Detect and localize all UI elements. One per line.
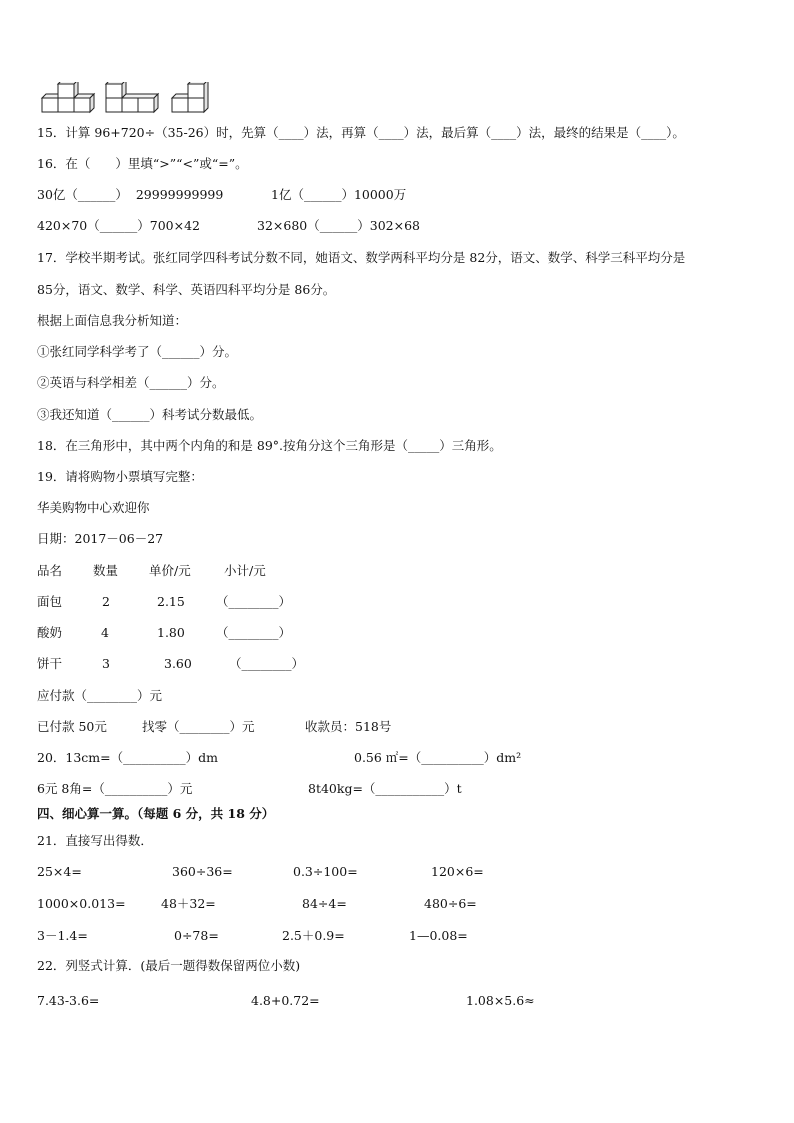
q20-item-2: 0.56 ㎡=（__________）dm² <box>354 750 522 765</box>
calc-3: 0.3÷100= <box>293 864 358 879</box>
cube-figures <box>40 82 220 116</box>
q20-item-4: 8t40kg=（___________）t <box>308 781 462 796</box>
q17-item-1: ①张红同学科学考了（______）分。 <box>37 344 238 359</box>
q17-text-1: 17．学校半期考试。张红同学四科考试分数不同，她语文、数学两科平均分是 82分，语文、数学、科学三科平均分是 <box>37 250 686 265</box>
q19-text: 19．请将购物小票填写完整： <box>37 469 203 484</box>
calc-4: 120×6= <box>431 864 484 879</box>
receipt-row-3-name: 饼干 <box>37 656 63 671</box>
receipt-row-1-qty: 2 <box>102 594 110 609</box>
receipt-row-3-subtotal: （________） <box>229 656 305 671</box>
vertical-calc-1: 7.43-3.6= <box>37 993 100 1008</box>
calc-10: 0÷78= <box>174 928 219 943</box>
q16-item-b2: 32×680（______）302×68 <box>257 218 420 233</box>
vertical-calc-3: 1.08×5.6≈ <box>466 993 535 1008</box>
q17-text-3: 根据上面信息我分析知道： <box>37 313 188 328</box>
q15-text: 15．计算 96+720÷（35-26）时，先算（____）法，再算（____）法，最后算（____）法，最终的结果是（____）。 <box>37 125 685 140</box>
receipt-row-1-price: 2.15 <box>157 594 185 609</box>
q17-item-2: ②英语与科学相差（______）分。 <box>37 375 225 390</box>
receipt-cashier: 收款员：518号 <box>305 719 392 734</box>
receipt-row-3-qty: 3 <box>102 656 110 671</box>
q20-item-3: 6元 8角=（__________）元 <box>37 781 193 796</box>
q16-item-a2: 1亿（______）10000万 <box>271 187 407 202</box>
q18-text: 18．在三角形中，其中两个内角的和是 89°.按角分这个三角形是（_____）三角形。 <box>37 438 502 453</box>
receipt-row-1-subtotal: （________） <box>216 594 292 609</box>
calc-1: 25×4= <box>37 864 82 879</box>
section-4-heading: 四、细心算一算。（每题 6 分，共 18 分） <box>37 806 275 821</box>
calc-7: 84÷4= <box>302 896 347 911</box>
receipt-row-2-qty: 4 <box>101 625 109 640</box>
calc-9: 3－1.4= <box>37 928 88 943</box>
calc-6: 48＋32= <box>161 896 216 911</box>
receipt-header-qty: 数量 <box>93 563 119 578</box>
receipt-store: 华美购物中心欢迎你 <box>37 500 150 515</box>
receipt-row-2-name: 酸奶 <box>37 625 63 640</box>
receipt-row-2-subtotal: （________） <box>216 625 292 640</box>
receipt-row-2-price: 1.80 <box>157 625 185 640</box>
calc-12: 1—0.08= <box>409 928 468 943</box>
receipt-row-1-name: 面包 <box>37 594 63 609</box>
vertical-calc-2: 4.8+0.72= <box>251 993 320 1008</box>
receipt-change: 找零（________）元 <box>142 719 255 734</box>
calc-5: 1000×0.013= <box>37 896 126 911</box>
calc-11: 2.5＋0.9= <box>282 928 345 943</box>
receipt-header-subtotal: 小计/元 <box>224 563 266 578</box>
receipt-header-name: 品名 <box>37 563 63 578</box>
cube-figure-2 <box>106 82 158 112</box>
calc-8: 480÷6= <box>424 896 477 911</box>
q21-text: 21．直接写出得数． <box>37 833 153 848</box>
cube-figure-3 <box>172 82 208 112</box>
cube-figure-1 <box>42 82 94 112</box>
q16-text: 16．在（ ）里填“>”“<”或“=”。 <box>37 156 248 171</box>
q17-item-3: ③我还知道（______）科考试分数最低。 <box>37 407 263 422</box>
q22-text: 22．列竖式计算．(最后一题得数保留两位小数) <box>37 958 301 973</box>
q20-item-1: 20．13cm=（__________）dm <box>37 750 218 765</box>
q17-text-2: 85分，语文、数学、科学、英语四科平均分是 86分。 <box>37 282 336 297</box>
receipt-total-due: 应付款（________）元 <box>37 688 163 703</box>
q16-item-a1: 30亿（______） 29999999999 <box>37 187 224 202</box>
receipt-paid: 已付款 50元 <box>37 719 107 734</box>
receipt-row-3-price: 3.60 <box>164 656 192 671</box>
calc-2: 360÷36= <box>172 864 233 879</box>
receipt-header-price: 单价/元 <box>149 563 191 578</box>
receipt-date: 日期：2017－06－27 <box>37 531 164 546</box>
q16-item-b1: 420×70（______）700×42 <box>37 218 200 233</box>
